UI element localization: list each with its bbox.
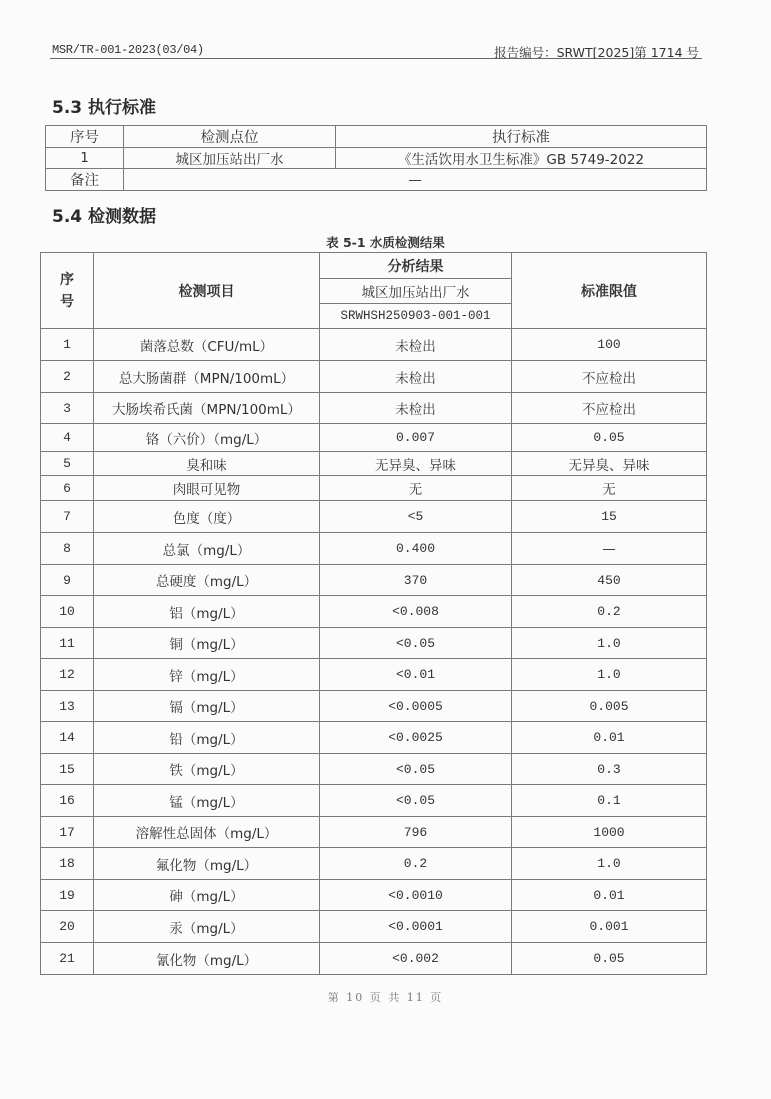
row-item: 总氯（mg/L） — [94, 533, 320, 565]
table-row — [41, 393, 707, 424]
row-result: 未检出 — [320, 329, 512, 361]
table-row — [41, 361, 707, 393]
table-row — [41, 452, 707, 476]
row-limit: 1000 — [512, 817, 707, 848]
row-result: 无异臭、异味 — [320, 452, 512, 476]
row-result: <0.0025 — [320, 722, 512, 754]
row-result: 未检出 — [320, 361, 512, 393]
row-result: <0.0001 — [320, 911, 512, 943]
col-header-sample-id: SRWHSH250903-001-001 — [320, 304, 512, 329]
row-no: 21 — [41, 943, 94, 975]
table-row — [41, 785, 707, 817]
table-row — [41, 943, 707, 975]
row-item: 汞（mg/L） — [94, 911, 320, 943]
row-no: 20 — [41, 911, 94, 943]
row-limit: 无 — [512, 476, 707, 501]
row-item: 砷（mg/L） — [94, 880, 320, 911]
standards-row — [46, 148, 707, 169]
section-title-data: 5.4 检测数据 — [52, 207, 157, 227]
row-no: 5 — [41, 452, 94, 476]
row-limit: 无异臭、异味 — [512, 452, 707, 476]
row-no: 18 — [41, 848, 94, 880]
row-item: 溶解性总固体（mg/L） — [94, 817, 320, 848]
report-number: 报告编号：SRWT[2025]第 1714 号 — [494, 45, 699, 60]
row-item: 大肠埃希氏菌（MPN/100mL） — [94, 393, 320, 424]
row-item: 肉眼可见物 — [94, 476, 320, 501]
remark-label: 备注 — [46, 169, 124, 191]
table-row — [41, 848, 707, 880]
table-row — [41, 691, 707, 722]
row-no: 11 — [41, 628, 94, 659]
row-limit: 1.0 — [512, 628, 707, 659]
row-no: 8 — [41, 533, 94, 565]
row-item: 总大肠菌群（MPN/100mL） — [94, 361, 320, 393]
row-result: <0.0005 — [320, 691, 512, 722]
page-number: 第 10 页 共 11 页 — [327, 991, 444, 1004]
row-limit: 0.05 — [512, 424, 707, 452]
row-no: 16 — [41, 785, 94, 817]
row-limit: 0.01 — [512, 880, 707, 911]
row-result: <0.05 — [320, 628, 512, 659]
row-item: 镉（mg/L） — [94, 691, 320, 722]
table-row — [41, 501, 707, 533]
table-row — [41, 754, 707, 785]
table-row — [41, 596, 707, 628]
row-no: 15 — [41, 754, 94, 785]
table-row — [41, 424, 707, 452]
standards-remark-row — [46, 169, 707, 191]
table-row — [41, 329, 707, 361]
row-no: 1 — [41, 329, 94, 361]
row-item: 色度（度） — [94, 501, 320, 533]
row-no: 9 — [41, 565, 94, 596]
col-header-limit: 标准限值 — [512, 253, 707, 329]
table-row — [41, 659, 707, 691]
row-limit: 1.0 — [512, 848, 707, 880]
row-item: 锰（mg/L） — [94, 785, 320, 817]
row-result: <0.01 — [320, 659, 512, 691]
row-limit: 0.005 — [512, 691, 707, 722]
row-item: 氟化物（mg/L） — [94, 848, 320, 880]
row-item: 臭和味 — [94, 452, 320, 476]
col-header-no-text: 序号 — [60, 271, 74, 310]
row-result: 0.400 — [320, 533, 512, 565]
standards-no: 1 — [46, 148, 124, 169]
header-row-1 — [41, 253, 707, 279]
row-result: <0.008 — [320, 596, 512, 628]
table-row — [41, 628, 707, 659]
row-limit: 15 — [512, 501, 707, 533]
row-no: 17 — [41, 817, 94, 848]
row-result: <0.05 — [320, 754, 512, 785]
col-header-no — [41, 253, 94, 329]
row-item: 氰化物（mg/L） — [94, 943, 320, 975]
standards-table — [45, 125, 707, 191]
row-limit: 0.1 — [512, 785, 707, 817]
table-row — [41, 817, 707, 848]
col-header-standard: 执行标准 — [336, 126, 707, 148]
row-limit: 0.3 — [512, 754, 707, 785]
document-code: MSR/TR-001-2023(03/04) — [52, 43, 204, 57]
standards-standard: 《生活饮用水卫生标准》GB 5749-2022 — [336, 148, 707, 169]
remark-value: — — [124, 169, 707, 191]
row-result: 未检出 — [320, 393, 512, 424]
row-item: 铬（六价）（mg/L） — [94, 424, 320, 452]
table-row — [41, 533, 707, 565]
col-header-site: 检测点位 — [124, 126, 336, 148]
table-row — [41, 476, 707, 501]
row-item: 铝（mg/L） — [94, 596, 320, 628]
col-header-site: 城区加压站出厂水 — [320, 279, 512, 304]
row-limit: 100 — [512, 329, 707, 361]
table-row — [41, 565, 707, 596]
row-limit: 0.01 — [512, 722, 707, 754]
row-item: 铅（mg/L） — [94, 722, 320, 754]
row-no: 7 — [41, 501, 94, 533]
row-result: 无 — [320, 476, 512, 501]
row-no: 10 — [41, 596, 94, 628]
row-result: 0.007 — [320, 424, 512, 452]
row-result: <0.002 — [320, 943, 512, 975]
row-item: 总硬度（mg/L） — [94, 565, 320, 596]
row-result: 370 — [320, 565, 512, 596]
table-row — [41, 722, 707, 754]
row-item: 菌落总数（CFU/mL） — [94, 329, 320, 361]
row-limit: — — [512, 533, 707, 565]
standards-header-row — [46, 126, 707, 148]
row-item: 锌（mg/L） — [94, 659, 320, 691]
row-no: 19 — [41, 880, 94, 911]
water-quality-table — [40, 252, 707, 975]
row-no: 14 — [41, 722, 94, 754]
row-limit: 不应检出 — [512, 393, 707, 424]
row-limit: 不应检出 — [512, 361, 707, 393]
section-title-standards: 5.3 执行标准 — [52, 98, 157, 118]
row-item: 铁（mg/L） — [94, 754, 320, 785]
row-result: <0.05 — [320, 785, 512, 817]
row-no: 3 — [41, 393, 94, 424]
col-header-item: 检测项目 — [94, 253, 320, 329]
row-limit: 1.0 — [512, 659, 707, 691]
row-no: 4 — [41, 424, 94, 452]
row-result: 796 — [320, 817, 512, 848]
row-result: <0.0010 — [320, 880, 512, 911]
row-item: 铜（mg/L） — [94, 628, 320, 659]
col-header-result-group: 分析结果 — [320, 253, 512, 279]
row-no: 13 — [41, 691, 94, 722]
table-row — [41, 880, 707, 911]
table-caption: 表 5-1 水质检测结果 — [326, 235, 445, 250]
col-header-no: 序号 — [46, 126, 124, 148]
table-row — [41, 911, 707, 943]
row-limit: 0.001 — [512, 911, 707, 943]
row-limit: 0.2 — [512, 596, 707, 628]
row-no: 6 — [41, 476, 94, 501]
row-no: 2 — [41, 361, 94, 393]
row-no: 12 — [41, 659, 94, 691]
row-limit: 450 — [512, 565, 707, 596]
row-result: 0.2 — [320, 848, 512, 880]
header-divider — [50, 58, 702, 59]
standards-site: 城区加压站出厂水 — [124, 148, 336, 169]
row-limit: 0.05 — [512, 943, 707, 975]
row-result: <5 — [320, 501, 512, 533]
